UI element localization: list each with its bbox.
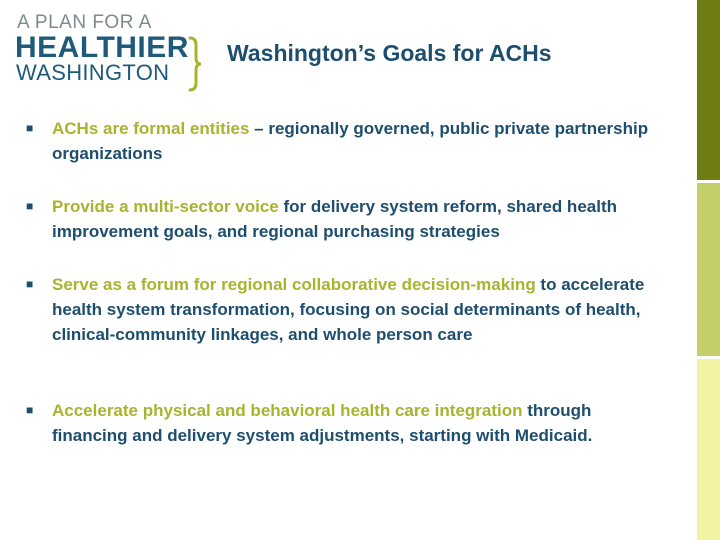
- side-bar-mid: [697, 183, 720, 356]
- goal-text: for delivery system reform, shared health improvement goals, and regional purchasing strategies: [52, 197, 617, 241]
- goal-highlight: Accelerate physical and behavioral health care integration: [52, 401, 523, 420]
- bullet-square-icon: ■: [26, 121, 34, 135]
- healthier-washington-logo: [15, 12, 205, 84]
- bullet-square-icon: ■: [26, 403, 34, 417]
- logo-line-3: WASHINGTON: [16, 60, 170, 85]
- goal-highlight: Serve as a forum for regional collaborative decision-making: [52, 275, 536, 294]
- logo-line-1: A PLAN FOR A: [17, 12, 152, 33]
- goal-text: through financing and delivery system adjustments, starting with Medicaid.: [52, 401, 593, 445]
- goal-item-1: [26, 116, 666, 166]
- bullet-square-icon: ■: [26, 199, 34, 213]
- goal-highlight: ACHs are formal entities: [52, 119, 250, 138]
- side-bar-dark: [697, 0, 720, 180]
- logo-brace-icon: [187, 36, 203, 92]
- goal-item-2: [26, 194, 666, 244]
- side-bar-light: [697, 359, 720, 540]
- goal-highlight: Provide a multi-sector voice: [52, 197, 279, 216]
- goal-text: to accelerate health system transformation, focusing on social determinants of health, clinical-community linkages, and whole person care: [52, 275, 645, 344]
- slide-title: Washington’s Goals for ACHs: [227, 40, 552, 66]
- bullet-square-icon: ■: [26, 277, 34, 291]
- goal-item-3: [26, 272, 666, 347]
- goal-item-4: [26, 398, 666, 448]
- logo-line-2: HEALTHIER: [15, 31, 189, 64]
- goal-text: – regionally governed, public private partnership organizations: [52, 119, 649, 163]
